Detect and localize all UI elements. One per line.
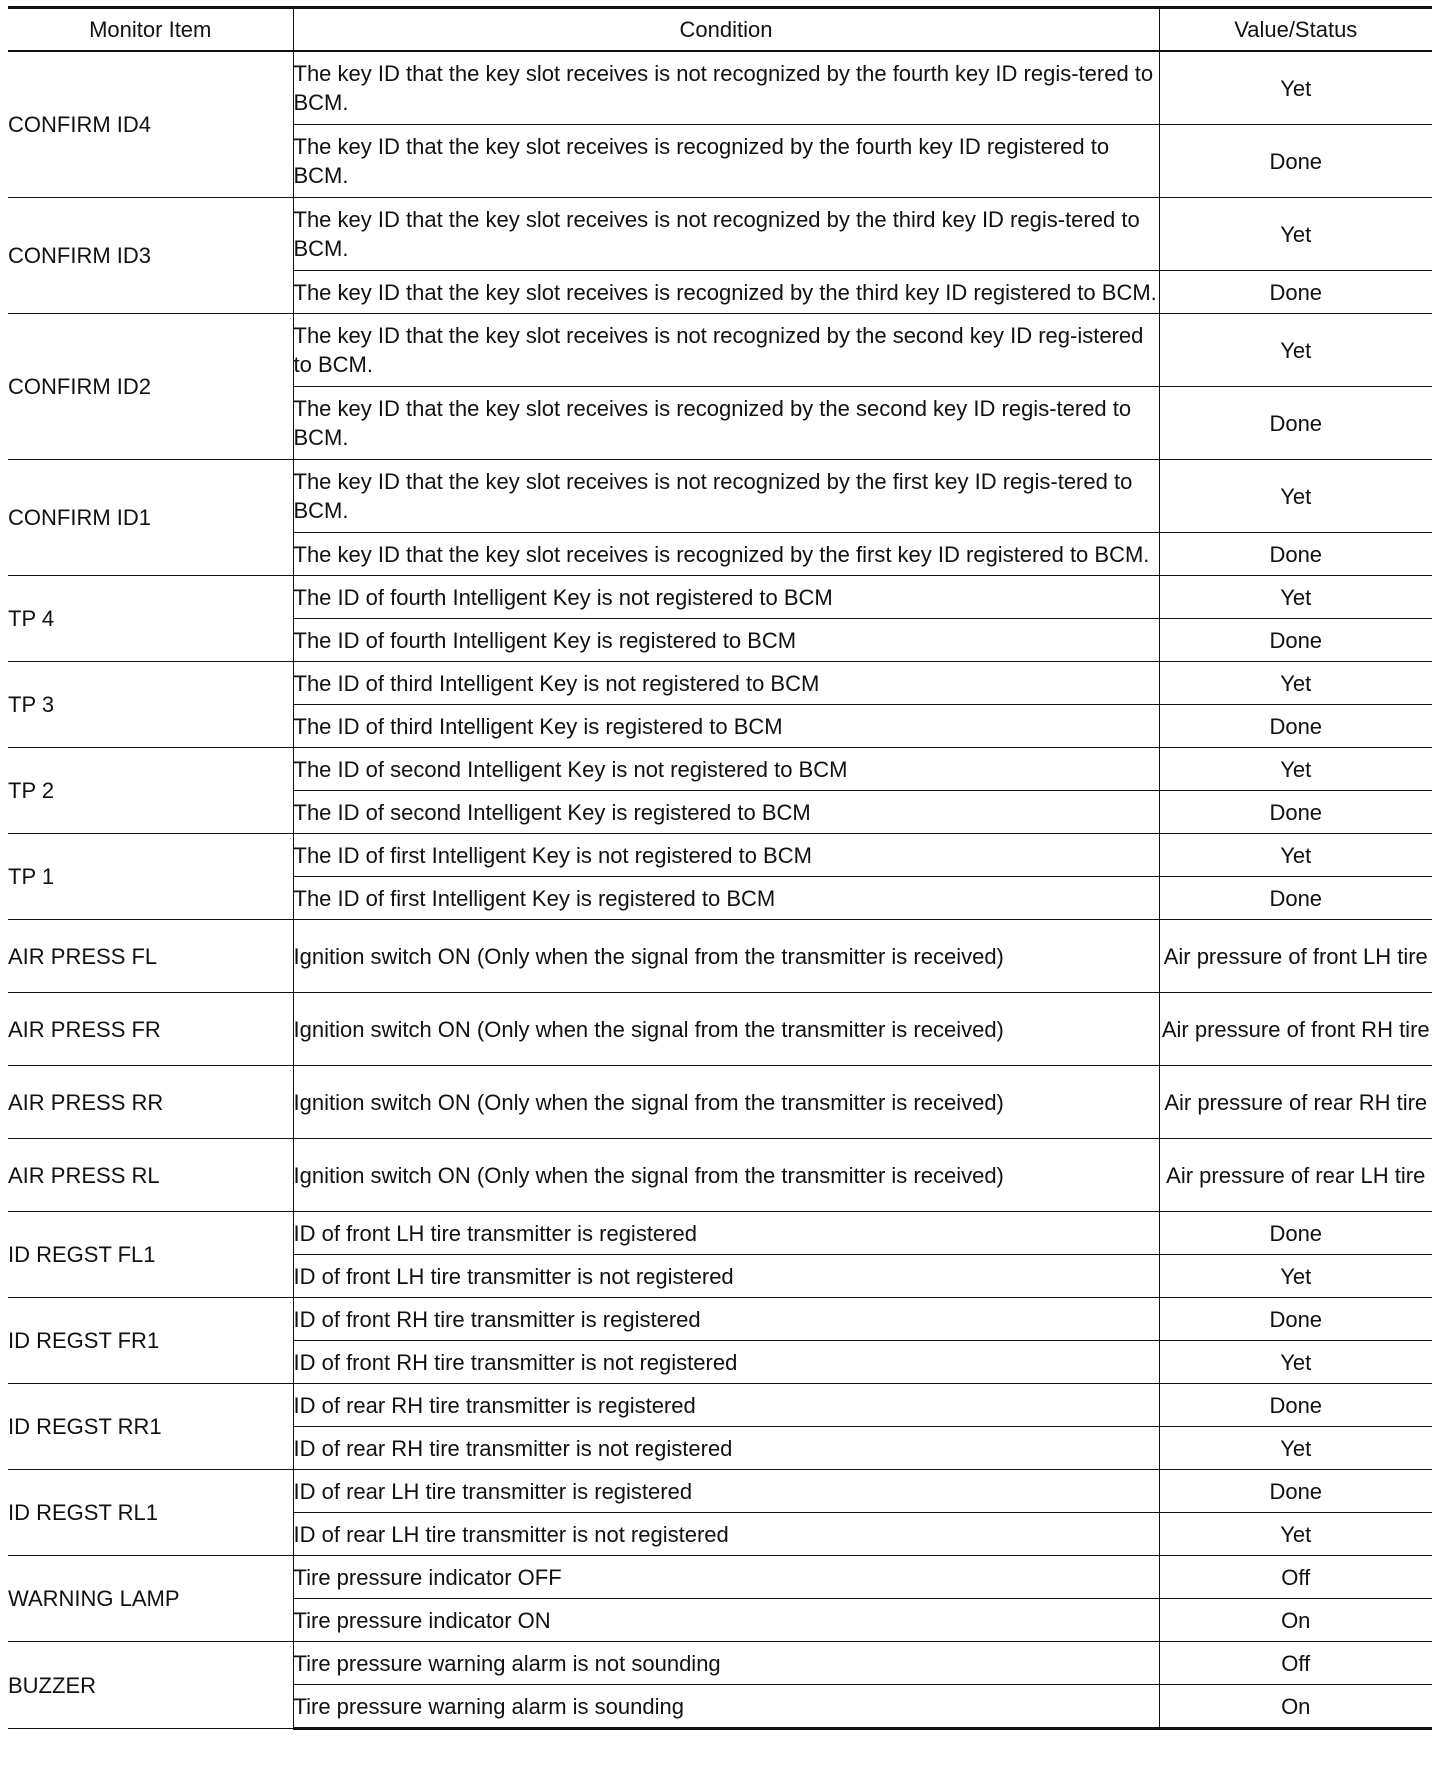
value-status-cell: Done bbox=[1159, 387, 1432, 460]
condition-cell: The key ID that the key slot receives is recognized by the fourth key ID registered to BCM. bbox=[293, 125, 1159, 198]
value-status-cell: Yet bbox=[1159, 314, 1432, 387]
monitor-item-cell: TP 2 bbox=[8, 748, 293, 834]
table-row bbox=[8, 834, 1432, 877]
monitor-item-table bbox=[8, 6, 1432, 1730]
table-row bbox=[8, 1298, 1432, 1341]
condition-cell: The ID of second Intelligent Key is registered to BCM bbox=[293, 791, 1159, 834]
value-status-cell: Done bbox=[1159, 1212, 1432, 1255]
condition-cell: The key ID that the key slot receives is not recognized by the third key ID regis-tered to BCM. bbox=[293, 198, 1159, 271]
table-row bbox=[8, 1642, 1432, 1685]
condition-cell: Ignition switch ON (Only when the signal from the transmitter is received) bbox=[293, 1139, 1159, 1212]
monitor-item-cell: ID REGST RR1 bbox=[8, 1384, 293, 1470]
table-row bbox=[8, 460, 1432, 533]
monitor-item-cell: CONFIRM ID4 bbox=[8, 51, 293, 198]
condition-cell: The key ID that the key slot receives is not recognized by the first key ID regis-tered to BCM. bbox=[293, 460, 1159, 533]
table-row bbox=[8, 198, 1432, 271]
value-status-cell: Yet bbox=[1159, 1427, 1432, 1470]
value-status-cell: Off bbox=[1159, 1642, 1432, 1685]
value-status-cell: Done bbox=[1159, 1470, 1432, 1513]
value-status-cell: Yet bbox=[1159, 748, 1432, 791]
condition-cell: Tire pressure indicator ON bbox=[293, 1599, 1159, 1642]
monitor-item-cell: AIR PRESS RR bbox=[8, 1066, 293, 1139]
condition-cell: The ID of second Intelligent Key is not registered to BCM bbox=[293, 748, 1159, 791]
header-condition: Condition bbox=[293, 8, 1159, 52]
value-status-cell: Yet bbox=[1159, 51, 1432, 125]
monitor-item-cell: TP 4 bbox=[8, 576, 293, 662]
value-status-cell: Yet bbox=[1159, 576, 1432, 619]
table-row bbox=[8, 993, 1432, 1066]
value-status-cell: Done bbox=[1159, 1298, 1432, 1341]
condition-cell: The key ID that the key slot receives is recognized by the first key ID registered to BCM. bbox=[293, 533, 1159, 576]
condition-cell: The key ID that the key slot receives is not recognized by the second key ID reg-istered to BCM. bbox=[293, 314, 1159, 387]
condition-cell: Tire pressure warning alarm is not sounding bbox=[293, 1642, 1159, 1685]
monitor-item-cell: ID REGST FL1 bbox=[8, 1212, 293, 1298]
condition-cell: The ID of third Intelligent Key is registered to BCM bbox=[293, 705, 1159, 748]
monitor-item-cell: WARNING LAMP bbox=[8, 1556, 293, 1642]
condition-cell: The key ID that the key slot receives is recognized by the second key ID regis-tered to BCM. bbox=[293, 387, 1159, 460]
value-status-cell: On bbox=[1159, 1685, 1432, 1729]
monitor-item-cell: CONFIRM ID2 bbox=[8, 314, 293, 460]
monitor-item-cell: CONFIRM ID3 bbox=[8, 198, 293, 314]
condition-cell: The ID of first Intelligent Key is registered to BCM bbox=[293, 877, 1159, 920]
value-status-cell: Done bbox=[1159, 619, 1432, 662]
table-body bbox=[8, 51, 1432, 1729]
value-status-cell: Done bbox=[1159, 791, 1432, 834]
condition-cell: ID of rear LH tire transmitter is not registered bbox=[293, 1513, 1159, 1556]
condition-cell: ID of rear RH tire transmitter is not registered bbox=[293, 1427, 1159, 1470]
condition-cell: Ignition switch ON (Only when the signal from the transmitter is received) bbox=[293, 920, 1159, 993]
table-row bbox=[8, 1470, 1432, 1513]
value-status-cell: Yet bbox=[1159, 834, 1432, 877]
value-status-cell: Done bbox=[1159, 125, 1432, 198]
monitor-item-cell: CONFIRM ID1 bbox=[8, 460, 293, 576]
table-row bbox=[8, 314, 1432, 387]
monitor-item-cell: BUZZER bbox=[8, 1642, 293, 1729]
monitor-item-cell: TP 3 bbox=[8, 662, 293, 748]
condition-cell: Tire pressure warning alarm is sounding bbox=[293, 1685, 1159, 1729]
value-status-cell: Yet bbox=[1159, 662, 1432, 705]
condition-cell: ID of front LH tire transmitter is registered bbox=[293, 1212, 1159, 1255]
value-status-cell: Done bbox=[1159, 705, 1432, 748]
value-status-cell: Yet bbox=[1159, 460, 1432, 533]
value-status-cell: Air pressure of rear RH tire bbox=[1159, 1066, 1432, 1139]
condition-cell: The key ID that the key slot receives is not recognized by the fourth key ID regis-tered to BCM. bbox=[293, 51, 1159, 125]
value-status-cell: Done bbox=[1159, 533, 1432, 576]
condition-cell: The ID of first Intelligent Key is not registered to BCM bbox=[293, 834, 1159, 877]
value-status-cell: Done bbox=[1159, 1384, 1432, 1427]
condition-cell: Tire pressure indicator OFF bbox=[293, 1556, 1159, 1599]
monitor-item-cell: AIR PRESS FL bbox=[8, 920, 293, 993]
condition-cell: ID of front LH tire transmitter is not registered bbox=[293, 1255, 1159, 1298]
monitor-item-cell: AIR PRESS RL bbox=[8, 1139, 293, 1212]
condition-cell: ID of front RH tire transmitter is registered bbox=[293, 1298, 1159, 1341]
table-row bbox=[8, 576, 1432, 619]
header-value-status: Value/Status bbox=[1159, 8, 1432, 52]
table-row bbox=[8, 920, 1432, 993]
value-status-cell: Yet bbox=[1159, 198, 1432, 271]
value-status-cell: Done bbox=[1159, 877, 1432, 920]
header-monitor-item: Monitor Item bbox=[8, 8, 293, 52]
monitor-item-cell: ID REGST RL1 bbox=[8, 1470, 293, 1556]
table-row bbox=[8, 662, 1432, 705]
value-status-cell: Air pressure of rear LH tire bbox=[1159, 1139, 1432, 1212]
table-row bbox=[8, 748, 1432, 791]
value-status-cell: Off bbox=[1159, 1556, 1432, 1599]
table-row bbox=[8, 1066, 1432, 1139]
table-row bbox=[8, 1556, 1432, 1599]
table-row bbox=[8, 1139, 1432, 1212]
value-status-cell: Yet bbox=[1159, 1513, 1432, 1556]
value-status-cell: Air pressure of front RH tire bbox=[1159, 993, 1432, 1066]
value-status-cell: Done bbox=[1159, 271, 1432, 314]
monitor-item-cell: TP 1 bbox=[8, 834, 293, 920]
condition-cell: ID of rear LH tire transmitter is registered bbox=[293, 1470, 1159, 1513]
value-status-cell: Yet bbox=[1159, 1341, 1432, 1384]
table-header-row bbox=[8, 8, 1432, 52]
condition-cell: Ignition switch ON (Only when the signal from the transmitter is received) bbox=[293, 1066, 1159, 1139]
condition-cell: The ID of fourth Intelligent Key is not registered to BCM bbox=[293, 576, 1159, 619]
condition-cell: Ignition switch ON (Only when the signal from the transmitter is received) bbox=[293, 993, 1159, 1066]
condition-cell: ID of front RH tire transmitter is not registered bbox=[293, 1341, 1159, 1384]
condition-cell: ID of rear RH tire transmitter is registered bbox=[293, 1384, 1159, 1427]
value-status-cell: Yet bbox=[1159, 1255, 1432, 1298]
value-status-cell: Air pressure of front LH tire bbox=[1159, 920, 1432, 993]
condition-cell: The ID of fourth Intelligent Key is registered to BCM bbox=[293, 619, 1159, 662]
condition-cell: The ID of third Intelligent Key is not registered to BCM bbox=[293, 662, 1159, 705]
monitor-item-cell: ID REGST FR1 bbox=[8, 1298, 293, 1384]
table-row bbox=[8, 1212, 1432, 1255]
monitor-item-cell: AIR PRESS FR bbox=[8, 993, 293, 1066]
table-row bbox=[8, 51, 1432, 125]
condition-cell: The key ID that the key slot receives is recognized by the third key ID registered to BCM. bbox=[293, 271, 1159, 314]
value-status-cell: On bbox=[1159, 1599, 1432, 1642]
table-row bbox=[8, 1384, 1432, 1427]
